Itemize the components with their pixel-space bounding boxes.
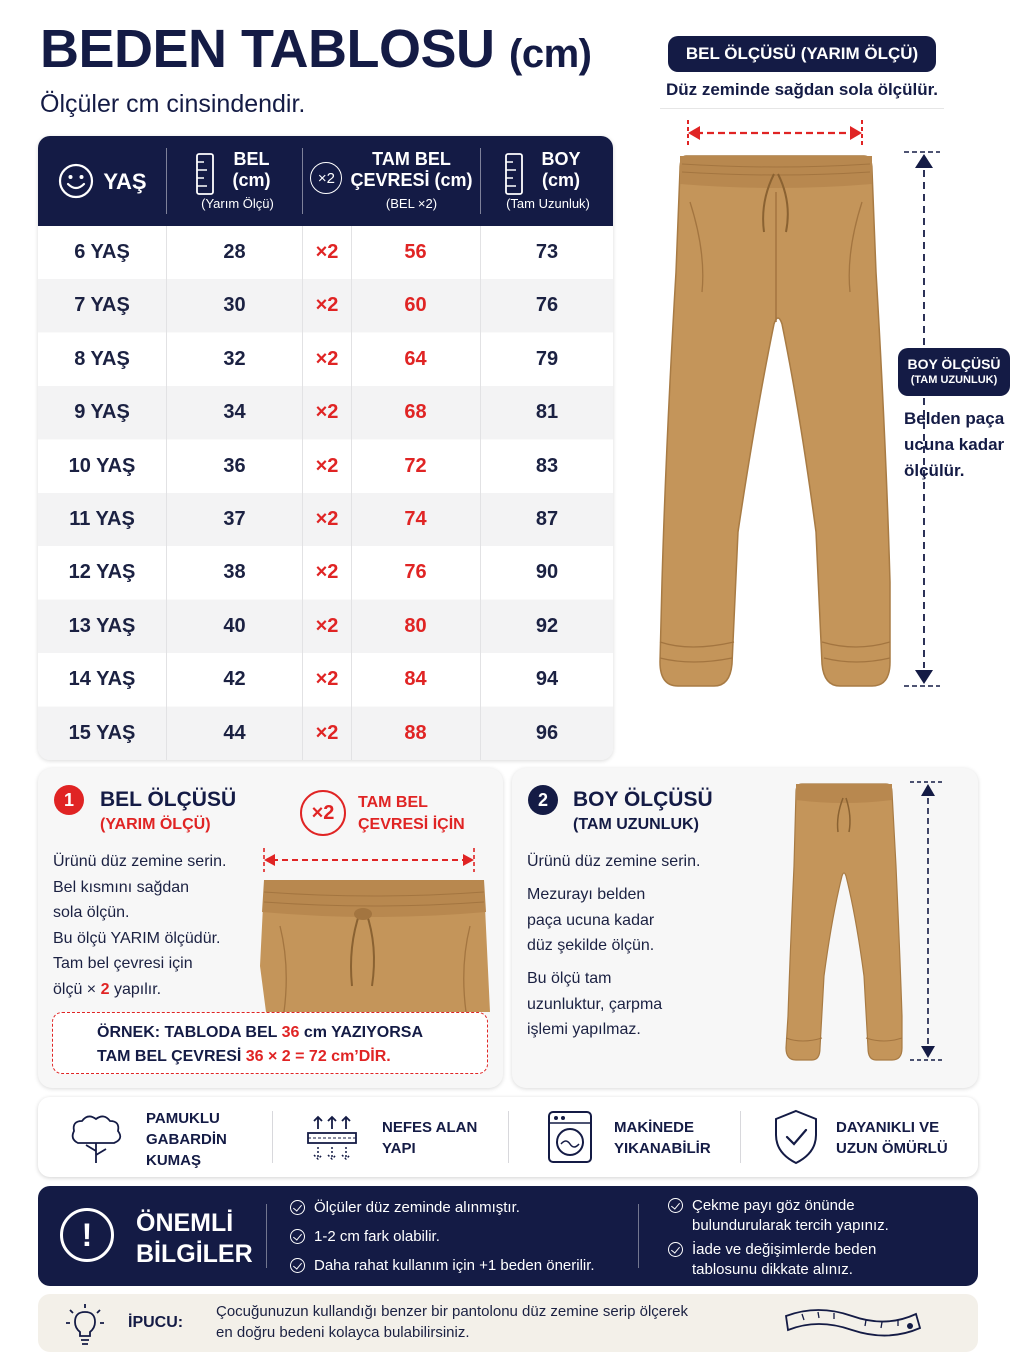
cell-waist: 36 [223, 454, 246, 477]
table-row [38, 279, 613, 332]
cell-full: 74 [404, 508, 427, 530]
cell-mul: ×2 [315, 401, 339, 424]
x2-label: TAM BEL ÇEVRESİ İÇİN [358, 794, 465, 833]
cell-age: 6 YAŞ [74, 241, 130, 263]
length-measure-pill: BOY ÖLÇÜSÜ (TAM UZUNLUK) [898, 348, 1010, 396]
check-icon [668, 1242, 683, 1257]
cell-waist: 44 [223, 721, 246, 744]
length-measure-desc: Belden paça ucuna kadar ölçülür. [904, 409, 1005, 480]
waist-measure-subtitle: Düz zeminde sağdan sola ölçülür. [665, 80, 939, 99]
cell-length: 76 [535, 294, 559, 317]
header-full-waist [303, 136, 480, 226]
cell-age: 15 YAŞ [68, 721, 136, 744]
cell-mul: ×2 [315, 561, 339, 584]
length-card-title: BOY ÖLÇÜSÜ [573, 788, 713, 811]
pants-illustration [660, 156, 890, 686]
cell-full: 76 [404, 561, 427, 584]
column-divider [166, 226, 167, 760]
cell-mul: ×2 [315, 668, 339, 691]
length-pants-illustration [780, 776, 960, 1066]
shield-check-icon [772, 1109, 820, 1165]
length-instruction-1: Ürünü düz zemine serin. [527, 853, 701, 870]
header-full-label: TAM BEL ÇEVRESİ (cm) (BEL ×2) [350, 148, 473, 211]
smiley-icon [57, 162, 95, 200]
cell-full: 56 [404, 241, 427, 263]
cell-waist: 42 [223, 668, 246, 691]
washing-machine-icon [546, 1110, 594, 1164]
table-row [38, 440, 613, 493]
table-row [38, 546, 613, 599]
waist-measure-pill: BEL ÖLÇÜSÜ (YARIM ÖLÇÜ) [668, 36, 936, 72]
cell-mul: ×2 [315, 241, 339, 263]
check-icon [668, 1198, 683, 1213]
cell-mul: ×2 [315, 454, 339, 477]
cell-full: 68 [404, 401, 427, 424]
lightbulb-icon [64, 1302, 106, 1346]
important-title: ÖNEMLİ BİLGİLER [136, 1209, 253, 1268]
ruler-icon [504, 153, 524, 195]
tip-box [38, 1294, 978, 1352]
cell-age: 14 YAŞ [68, 668, 136, 691]
cell-age: 7 YAŞ [74, 294, 130, 317]
table-header [38, 136, 613, 226]
x2-icon: ×2 [310, 162, 342, 194]
cell-length: 73 [535, 241, 559, 263]
step-1-badge: 1 [54, 785, 84, 815]
cell-age: 9 YAŞ [74, 401, 130, 424]
header-waist-label: BEL (cm) (Yarım Ölçü) [201, 148, 274, 211]
waist-card-title: BEL ÖLÇÜSÜ [100, 788, 237, 811]
breathable-icon [304, 1113, 360, 1161]
column-divider [351, 226, 352, 760]
cell-full: 88 [404, 721, 427, 744]
cell-full: 60 [404, 294, 427, 317]
cell-mul: ×2 [315, 294, 339, 317]
feature-washable: MAKİNEDE YIKANABİLİR [614, 1119, 711, 1157]
cell-length: 92 [535, 614, 559, 637]
length-instruction-3: Bu ölçü tam uzunluktur, çarpma işlemi yapılmaz. [527, 970, 663, 1038]
cell-age: 8 YAŞ [74, 347, 130, 370]
features-bar [38, 1097, 978, 1177]
important-item: Ölçüler düz zeminde alınmıştır. [290, 1198, 520, 1218]
tip-label: İPUCU: [128, 1314, 184, 1331]
waist-closeup-illustration [250, 846, 494, 1012]
table-row [38, 600, 613, 653]
waist-card-subtitle: (YARIM ÖLÇÜ) [100, 816, 211, 833]
ruler-icon [195, 153, 215, 195]
waist-arrow-icon [688, 120, 862, 146]
cell-mul: ×2 [315, 614, 339, 637]
cell-length: 79 [535, 347, 559, 370]
column-divider [302, 226, 303, 760]
waist-instructions: Ürünü düz zemine serin. Bel kısmını sağdan sola ölçün. Bu ölçü YARIM ölçüdür. Tam bel çevresi için ölçü × 2 yapılır. [53, 853, 227, 998]
cell-waist: 38 [223, 561, 246, 584]
header-waist [167, 136, 302, 226]
x2-icon: ×2 [300, 790, 346, 836]
title-unit: (cm) [509, 32, 592, 76]
pants-diagram [640, 112, 940, 702]
table-row [38, 653, 613, 706]
cell-full: 80 [404, 614, 427, 637]
page-title [40, 18, 591, 80]
important-item: 1-2 cm fark olabilir. [290, 1227, 440, 1247]
cotton-icon [68, 1111, 124, 1165]
table-row [38, 226, 613, 279]
check-icon [290, 1258, 305, 1273]
check-icon [290, 1200, 305, 1215]
header-length [481, 136, 613, 226]
cell-age: 13 YAŞ [68, 614, 136, 637]
important-info-box [38, 1186, 978, 1286]
title-text: BEDEN TABLOSU [40, 19, 495, 79]
cell-length: 90 [535, 561, 559, 584]
cell-length: 81 [535, 401, 559, 424]
cell-waist: 30 [223, 294, 246, 317]
size-table [38, 136, 613, 760]
cell-mul: ×2 [315, 347, 339, 370]
cell-waist: 37 [223, 508, 246, 530]
cell-age: 10 YAŞ [68, 454, 136, 477]
cell-age: 12 YAŞ [68, 561, 136, 584]
header-length-label: BOY (cm) (Tam Uzunluk) [506, 148, 590, 211]
table-row [38, 493, 613, 546]
cell-length: 87 [535, 508, 559, 530]
cell-full: 72 [404, 454, 427, 477]
cell-mul: ×2 [315, 508, 339, 530]
important-item: Çekme payı göz önünde bulundurularak tercih yapınız. [668, 1196, 889, 1236]
tape-measure-icon [782, 1302, 924, 1344]
feature-cotton: PAMUKLU GABARDİN KUMAŞ [146, 1110, 227, 1169]
table-row [38, 707, 613, 760]
tip-text: Çocuğunuzun kullandığı benzer bir pantolonu düz zemine serip ölçerek en doğru bedeni kolayca bulabilirsiniz. [216, 1303, 688, 1341]
cell-length: 83 [535, 454, 559, 477]
step-2-badge: 2 [528, 785, 558, 815]
feature-durable: DAYANIKLI VE UZUN ÖMÜRLÜ [836, 1119, 948, 1157]
table-row [38, 333, 613, 386]
cell-mul: ×2 [315, 721, 339, 744]
header-age [38, 136, 166, 226]
cell-waist: 40 [223, 614, 246, 637]
cell-full: 64 [404, 347, 427, 370]
important-item: Daha rahat kullanım için +1 beden önerilir. [290, 1256, 595, 1276]
cell-waist: 32 [223, 347, 246, 370]
warning-icon: ! [60, 1208, 114, 1262]
important-item: İade ve değişimlerde beden tablosunu dikkate alınız. [668, 1240, 876, 1280]
column-divider [480, 226, 481, 760]
cell-full: 84 [404, 668, 427, 691]
cell-age: 11 YAŞ [69, 508, 135, 530]
cell-length: 96 [535, 721, 559, 744]
page-subtitle: Ölçüler cm cinsindendir. [40, 90, 306, 118]
feature-breathable: NEFES ALAN YAPI [382, 1119, 478, 1157]
example-box: ÖRNEK: TABLODA BEL 36 cm YAZIYORSA TAM BEL ÇEVRESİ 36 × 2 = 72 cm’DİR. [52, 1012, 488, 1074]
cell-length: 94 [535, 668, 559, 691]
table-row [38, 386, 613, 439]
length-instruction-2: Mezurayı belden paça ucuna kadar düz şekilde ölçün. [527, 886, 655, 954]
check-icon [290, 1229, 305, 1244]
cell-waist: 28 [223, 241, 246, 263]
length-card-subtitle: (TAM UZUNLUK) [573, 816, 699, 833]
header-age-label: YAŞ [103, 168, 147, 194]
cell-waist: 34 [223, 401, 246, 424]
